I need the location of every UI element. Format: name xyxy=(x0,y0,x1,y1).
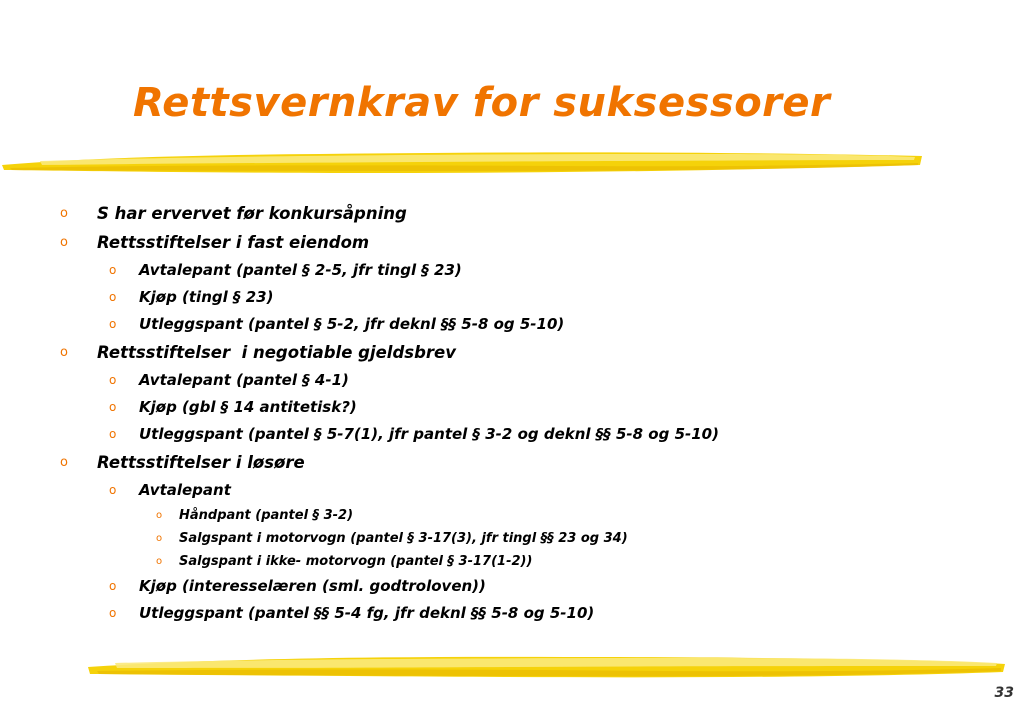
list-item xyxy=(60,338,1000,367)
bullet-text: Utleggspant (pantel § 5-7(1), jfr pantel § 3-2 og deknl §§ 5-8 og 5-10) xyxy=(139,425,719,443)
list-item xyxy=(60,573,1000,600)
list-item xyxy=(60,228,1000,257)
bullet-marker-icon: o xyxy=(109,373,117,387)
list-item xyxy=(60,600,1000,627)
bullet-text: Kjøp (gbl § 14 antitetisk?) xyxy=(139,398,357,416)
bullet-marker-icon: o xyxy=(60,345,68,360)
bullet-marker-icon: o xyxy=(109,579,117,593)
bullet-marker-icon: o xyxy=(109,606,117,620)
list-item xyxy=(60,504,1000,527)
bullet-text: Avtalepant xyxy=(139,481,231,499)
list-item xyxy=(60,448,1000,477)
list-item xyxy=(60,421,1000,448)
bullet-marker-icon: o xyxy=(156,533,163,544)
bullet-marker-icon: o xyxy=(60,206,68,221)
bullet-text: Kjøp (tingl § 23) xyxy=(139,288,274,306)
bullet-text: Håndpant (pantel § 3-2) xyxy=(179,508,354,523)
bullet-marker-icon: o xyxy=(109,427,117,441)
list-item xyxy=(60,284,1000,311)
bullet-text: Kjøp (interesselæren (sml. godtroloven)) xyxy=(139,577,486,595)
list-item xyxy=(60,199,1000,228)
list-item xyxy=(60,257,1000,284)
page-number: 33 xyxy=(994,685,1014,701)
footer-brushstroke xyxy=(85,647,1010,683)
title-underline-brushstroke xyxy=(0,143,925,179)
bullet-text: Rettsstiftelser i negotiable gjeldsbrev xyxy=(97,343,456,362)
list-item xyxy=(60,477,1000,504)
bullet-marker-icon: o xyxy=(156,510,163,521)
list-item xyxy=(60,527,1000,550)
bullet-marker-icon: o xyxy=(60,455,68,470)
bullet-marker-icon: o xyxy=(109,483,117,497)
bullet-text: Utleggspant (pantel § 5-2, jfr deknl §§ 5-8 og 5-10) xyxy=(139,315,565,333)
bullet-list xyxy=(60,199,1000,627)
bullet-marker-icon: o xyxy=(109,317,117,331)
list-item xyxy=(60,394,1000,421)
bullet-marker-icon: o xyxy=(156,556,163,567)
bullet-text: Avtalepant (pantel § 4-1) xyxy=(139,371,349,389)
bullet-marker-icon: o xyxy=(109,263,117,277)
bullet-text: Utleggspant (pantel §§ 5-4 fg, jfr deknl §§ 5-8 og 5-10) xyxy=(139,604,595,622)
list-item xyxy=(60,550,1000,573)
bullet-text: Salgspant i motorvogn (pantel § 3-17(3), jfr tingl §§ 23 og 34) xyxy=(179,531,628,546)
bullet-marker-icon: o xyxy=(109,400,117,414)
bullet-marker-icon: o xyxy=(109,290,117,304)
bullet-text: Rettsstiftelser i fast eiendom xyxy=(97,233,370,252)
slide-title: Rettsvernkrav for suksessorer xyxy=(133,80,831,126)
list-item xyxy=(60,311,1000,338)
list-item xyxy=(60,367,1000,394)
bullet-text: Avtalepant (pantel § 2-5, jfr tingl § 23) xyxy=(139,261,462,279)
bullet-text: S har ervervet før konkursåpning xyxy=(97,204,407,223)
bullet-text: Salgspant i ikke- motorvogn (pantel § 3-17(1-2)) xyxy=(179,554,533,569)
bullet-marker-icon: o xyxy=(60,235,68,250)
bullet-text: Rettsstiftelser i løsøre xyxy=(97,453,305,472)
